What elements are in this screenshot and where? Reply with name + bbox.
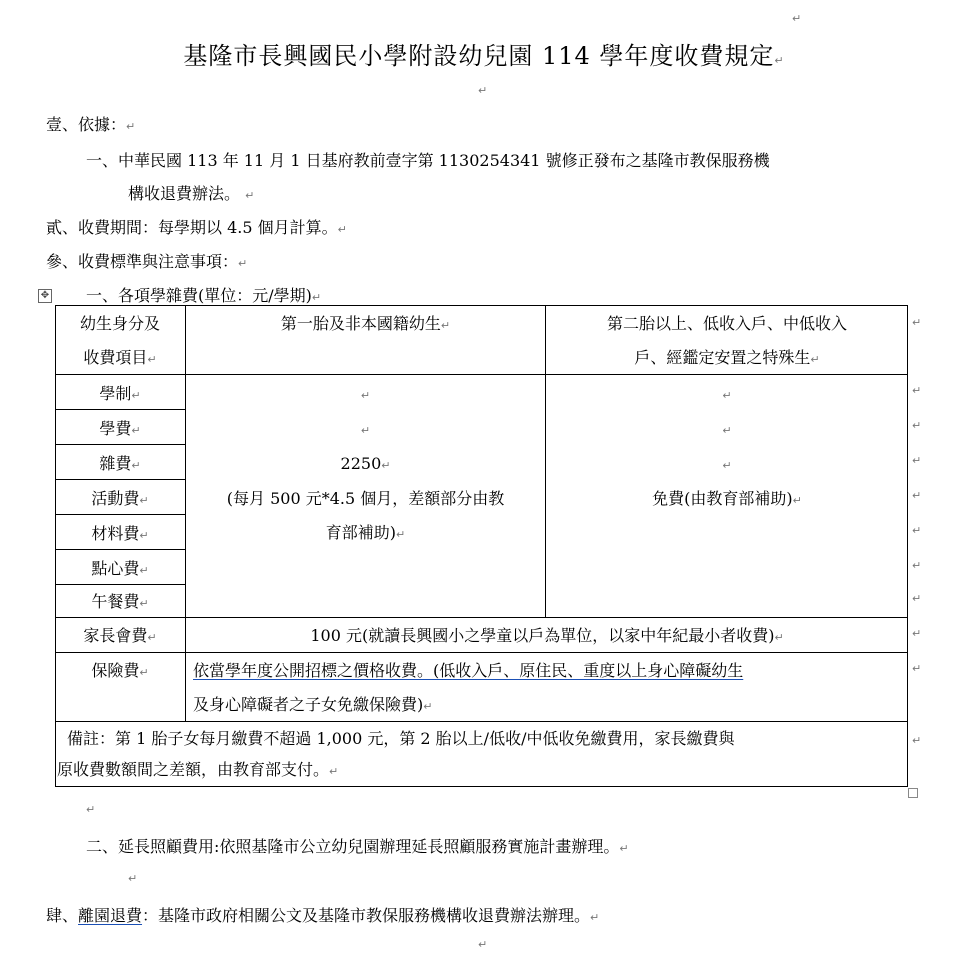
parent-fee-label: 家長會費↵: [83, 626, 157, 645]
table-move-handle[interactable]: ✥: [38, 289, 52, 303]
paragraph-mark: ↵: [478, 938, 488, 951]
second-child-fee: 免費(由教育部補助)↵: [652, 489, 802, 508]
page-title: 基隆市長興國民小學附設幼兒園 114 學年度收費規定↵: [183, 42, 785, 70]
row-label-tuition: 學費↵: [99, 419, 141, 438]
basis-item-line1: 一、中華民國 113 年 11 月 1 日基府教前壹字第 1130254341 號修正發布之基隆市教保服務機: [86, 151, 770, 170]
table-resize-handle[interactable]: [908, 788, 918, 798]
table-remark: 備註：第 1 胎子女每月繳費不超過 1,000 元，第 2 胎以上/低收/中低收免繳費用，家長繳費與 原收費數額間之差額，由教育部支付。↵: [57, 729, 735, 779]
second-child-blank: ↵: [722, 459, 732, 472]
fee-table: [55, 305, 908, 787]
first-child-blank: ↵: [360, 389, 371, 402]
row-label-misc: 雜費↵: [99, 454, 141, 473]
row-label-system: 學制↵: [99, 384, 141, 403]
paragraph-mark: ↵: [86, 803, 96, 816]
extended-care-item: 二、延長照顧費用:依照基隆市公立幼兒園辦理延長照顧服務實施計畫辦理。↵: [86, 837, 629, 856]
first-child-note: (每月 500 元*4.5 個月，差額部分由教 育部補助)↵: [226, 489, 505, 542]
row-label-activity: 活動費↵: [91, 489, 149, 508]
row-label-snack: 點心費↵: [91, 559, 149, 578]
fees-subheading: 一、各項學雜費(單位：元/學期)↵: [86, 286, 322, 305]
header-col1: 幼生身分及 收費項目↵: [79, 314, 160, 367]
section-standards-heading: 參、收費標準與注意事項：↵: [46, 252, 248, 271]
section-period-heading: 貳、收費期間：每學期以 4.5 個月計算。↵: [46, 218, 347, 237]
first-child-amount: 2250↵: [340, 454, 391, 473]
refund-link-text: 離園退費: [78, 906, 143, 925]
second-child-blank: ↵: [722, 424, 732, 437]
section-refund: 肆、離園退費：基隆市政府相關公文及基隆市教保服務機構收退費辦法辦理。↵: [46, 906, 600, 925]
row-label-material: 材料費↵: [91, 524, 149, 543]
first-child-blank: ↵: [360, 424, 371, 437]
parent-fee-value: 100 元(就讀長興國小之學童以戶為單位，以家中年紀最小者收費)↵: [310, 626, 784, 645]
insurance-value: 依當學年度公開招標之價格收費。(低收入戶、原住民、重度以上身心障礙幼生 及身心障礙者之子女免繳保險費)↵: [193, 661, 744, 714]
row-label-lunch: 午餐費↵: [91, 592, 149, 611]
header-col3: 第二胎以上、低收入戶、中低收入 戶、經鑑定安置之特殊生↵: [606, 314, 847, 367]
basis-item-line2: 構收退費辦法。 ↵: [128, 184, 255, 203]
insurance-label: 保險費↵: [91, 661, 149, 680]
paragraph-mark: ↵: [128, 872, 138, 885]
paragraph-mark: ↵: [792, 12, 802, 25]
section-basis-heading: 壹、依據：↵: [46, 115, 136, 134]
second-child-blank: ↵: [722, 389, 732, 402]
paragraph-mark: ↵: [478, 84, 488, 97]
header-col2: 第一胎及非本國籍幼生↵: [280, 314, 451, 333]
